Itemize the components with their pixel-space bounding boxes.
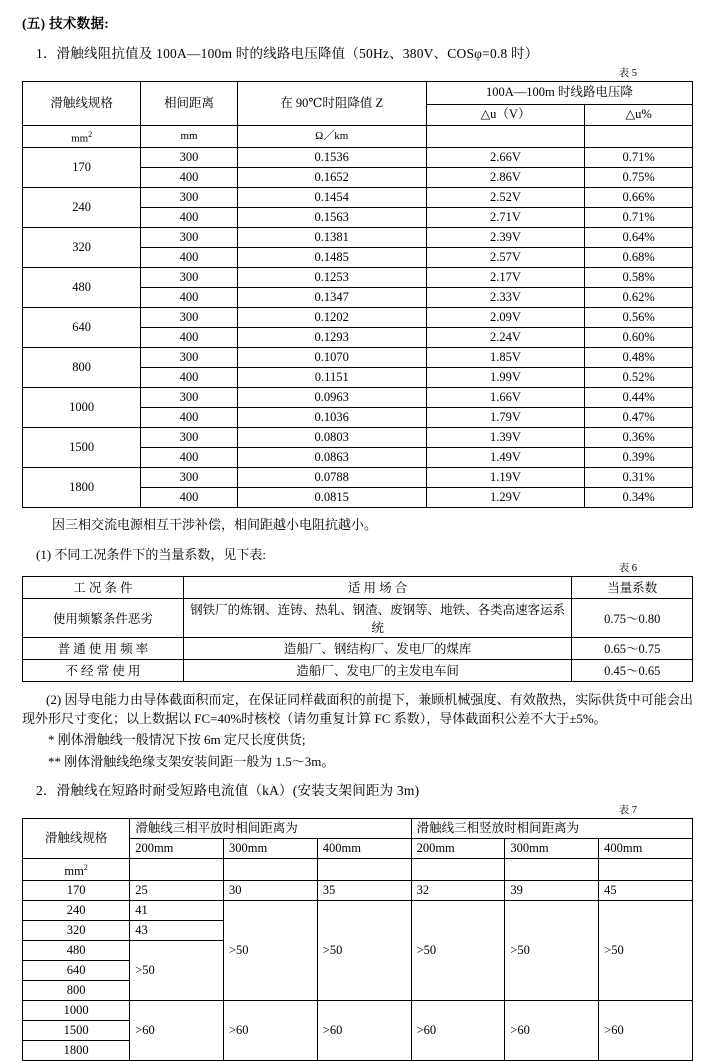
cell-condition: 不 经 常 使 用 (23, 659, 184, 681)
th-condition: 工 况 条 件 (23, 576, 184, 598)
th-blank-1 (426, 125, 584, 148)
cell-spec: 640 (23, 308, 141, 348)
cell-application: 造船厂、钢结构厂、发电厂的煤库 (183, 637, 572, 659)
th-vert-400: 400mm (599, 838, 693, 858)
cell-spec: 320 (23, 921, 130, 941)
table-row (23, 637, 693, 659)
cell-blank (411, 858, 505, 880)
table6-intro: (1) 不同工况条件下的当量系数，见下表: (36, 547, 267, 563)
cell-distance: 300 (141, 428, 237, 448)
cell-impedance: 0.0863 (237, 448, 426, 468)
cell-blank (599, 858, 693, 880)
cell-drop-v: 1.85V (426, 348, 584, 368)
table-row (23, 228, 693, 248)
note-star-2: ** 刚体滑触线绝缘支架安装间距一般为 1.5～3m。 (48, 753, 335, 769)
cell-blank (317, 858, 411, 880)
cell-drop-v: 1.79V (426, 408, 584, 428)
cell-drop-pct: 0.60% (585, 328, 693, 348)
cell-drop-v: 1.29V (426, 488, 584, 508)
cell-drop-v: 1.66V (426, 388, 584, 408)
table-row (23, 268, 693, 288)
cell-spec: 170 (23, 148, 141, 188)
cell-impedance: 0.1652 (237, 168, 426, 188)
th-spec-unit: $mm^2$ (23, 125, 141, 148)
table-row (23, 148, 693, 168)
cell-drop-v: 1.39V (426, 428, 584, 448)
table6-label: 表 6 (618, 563, 637, 575)
cell-drop-pct: 0.56% (585, 308, 693, 328)
cell-drop-v: 2.09V (426, 308, 584, 328)
cell-drop-v: 1.19V (426, 468, 584, 488)
table5-label: 表 5 (618, 68, 637, 79)
cell-spec: 480 (23, 941, 130, 961)
cell-drop-pct: 0.71% (585, 208, 693, 228)
th-spec-unit: $mm^2$ (23, 858, 130, 880)
cell-vert-200-merged: >50 (411, 901, 505, 1001)
cell-impedance: 0.1293 (237, 328, 426, 348)
cell-distance: 400 (141, 488, 237, 508)
cell-drop-pct: 0.36% (585, 428, 693, 448)
cell-condition: 普 通 使 用 频 率 (23, 637, 184, 659)
table-row (23, 598, 693, 637)
th-drop: 100A—100m 时线路电压降 (426, 81, 692, 104)
cell-spec: 1800 (23, 1041, 130, 1061)
cell-impedance: 0.1070 (237, 348, 426, 368)
cell-spec: 170 (23, 881, 130, 901)
th-impedance-unit: Ω／km (237, 125, 426, 148)
cell-flat-400-merged: >60 (317, 1001, 411, 1061)
cell-flat-200: 43 (130, 921, 224, 941)
cell-drop-pct: 0.75% (585, 168, 693, 188)
cell-drop-pct: 0.58% (585, 268, 693, 288)
th-application: 适 用 场 合 (183, 576, 572, 598)
cell-flat-300-merged: >50 (223, 901, 317, 1001)
th-drop-v: △u（V） (426, 104, 584, 125)
th-flat-300: 300mm (223, 838, 317, 858)
cell-distance: 300 (141, 388, 237, 408)
cell-spec: 1500 (23, 428, 141, 468)
th-vert: 滑触线三相竖放时相间距离为 (411, 818, 692, 838)
cell-blank (223, 858, 317, 880)
cell-drop-v: 2.17V (426, 268, 584, 288)
cell-drop-pct: 0.66% (585, 188, 693, 208)
cell-impedance: 0.1253 (237, 268, 426, 288)
cell-distance: 300 (141, 268, 237, 288)
th-drop-pct: △u% (585, 104, 693, 125)
cell-impedance: 0.1485 (237, 248, 426, 268)
cell-drop-v: 2.57V (426, 248, 584, 268)
cell-distance: 300 (141, 348, 237, 368)
cell-impedance: 0.0803 (237, 428, 426, 448)
th-vert-200: 200mm (411, 838, 505, 858)
cell-spec: 800 (23, 348, 141, 388)
th-spec: 滑触线规格 (23, 818, 130, 858)
cell-vert-200-merged: >60 (411, 1001, 505, 1061)
cell-drop-pct: 0.52% (585, 368, 693, 388)
cell-vert-300: 39 (505, 881, 599, 901)
table-row (23, 188, 693, 208)
table-row (23, 659, 693, 681)
cell-drop-pct: 0.34% (585, 488, 693, 508)
cell-distance: 400 (141, 328, 237, 348)
cell-condition: 使用频繁条件恶劣 (23, 598, 184, 637)
table-row (23, 1001, 693, 1021)
cell-spec: 1000 (23, 1001, 130, 1021)
cell-distance: 300 (141, 148, 237, 168)
cell-distance: 400 (141, 208, 237, 228)
cell-flat-400-merged: >50 (317, 901, 411, 1001)
cell-drop-pct: 0.48% (585, 348, 693, 368)
table7-label: 表 7 (618, 805, 637, 817)
cell-impedance: 0.1381 (237, 228, 426, 248)
cell-drop-pct: 0.47% (585, 408, 693, 428)
cell-flat-400: 35 (317, 881, 411, 901)
cell-flat-300-merged: >60 (223, 1001, 317, 1061)
cell-impedance: 0.1536 (237, 148, 426, 168)
note-star-1: * 刚体滑触线一般情况下按 6m 定尺长度供货; (48, 732, 306, 748)
cell-drop-v: 2.66V (426, 148, 584, 168)
cell-application: 钢铁厂的炼钢、连铸、热轧、钢渣、废钢等、地铁、各类高速客运系统 (183, 598, 572, 637)
cell-spec: 1500 (23, 1021, 130, 1041)
impedance-voltage-drop-table (22, 81, 693, 509)
cell-drop-pct: 0.68% (585, 248, 693, 268)
cell-impedance: 0.1151 (237, 368, 426, 388)
cell-drop-v: 2.71V (426, 208, 584, 228)
cell-spec: 800 (23, 981, 130, 1001)
table-row (23, 428, 693, 448)
cell-drop-v: 2.33V (426, 288, 584, 308)
cell-impedance: 0.1202 (237, 308, 426, 328)
cell-spec: 1800 (23, 468, 141, 508)
cell-impedance: 0.1454 (237, 188, 426, 208)
th-spec: 滑触线规格 (23, 81, 141, 125)
cell-drop-pct: 0.31% (585, 468, 693, 488)
cell-distance: 300 (141, 468, 237, 488)
cell-distance: 400 (141, 288, 237, 308)
th-coefficient: 当量系数 (572, 576, 693, 598)
cell-spec: 1000 (23, 388, 141, 428)
table5-note: 因三相交流电源相互干涉补偿，相间距越小电阻抗越小。 (52, 517, 378, 533)
th-distance: 相间距离 (141, 81, 237, 125)
cell-drop-v: 2.86V (426, 168, 584, 188)
table-row (23, 388, 693, 408)
cell-drop-v: 1.49V (426, 448, 584, 468)
cell-flat-200-merged: >50 (130, 941, 224, 1001)
table-row (23, 468, 693, 488)
cell-flat-200: 41 (130, 901, 224, 921)
cell-distance: 300 (141, 308, 237, 328)
cell-vert-400-merged: >60 (599, 1001, 693, 1061)
cell-impedance: 0.1036 (237, 408, 426, 428)
th-blank-2 (585, 125, 693, 148)
cell-blank (505, 858, 599, 880)
cell-drop-pct: 0.64% (585, 228, 693, 248)
cell-distance: 400 (141, 168, 237, 188)
cell-coefficient: 0.75～0.80 (572, 598, 693, 637)
th-vert-300: 300mm (505, 838, 599, 858)
short-circuit-current-table (22, 818, 693, 1061)
cell-impedance: 0.1563 (237, 208, 426, 228)
cell-flat-200-merged: >60 (130, 1001, 224, 1061)
cell-application: 造船厂、发电厂的主发电车间 (183, 659, 572, 681)
cell-vert-400-merged: >50 (599, 901, 693, 1001)
table-row (23, 901, 693, 921)
cell-vert-400: 45 (599, 881, 693, 901)
th-flat: 滑触线三相平放时相间距离为 (130, 818, 411, 838)
cell-drop-pct: 0.44% (585, 388, 693, 408)
table-row (23, 308, 693, 328)
cell-spec: 320 (23, 228, 141, 268)
item-2-heading: 2．滑触线在短路时耐受短路电流值（kA）(安装支架间距为 3m) (36, 783, 420, 799)
table-row (23, 348, 693, 368)
cell-drop-pct: 0.62% (585, 288, 693, 308)
cell-distance: 400 (141, 248, 237, 268)
cell-distance: 300 (141, 188, 237, 208)
item-1-heading: 1．滑触线阻抗值及 100A—100m 时的线路电压降值（50Hz、380V、COSφ=0.8 时） (36, 46, 539, 61)
cell-coefficient: 0.45～0.65 (572, 659, 693, 681)
cell-impedance: 0.0815 (237, 488, 426, 508)
cell-vert-300-merged: >50 (505, 901, 599, 1001)
cell-distance: 400 (141, 368, 237, 388)
cell-distance: 400 (141, 408, 237, 428)
th-distance-unit: mm (141, 125, 237, 148)
cell-drop-pct: 0.39% (585, 448, 693, 468)
cell-drop-v: 2.24V (426, 328, 584, 348)
paragraph-2: (2) 因导电能力由导体截面积而定，在保证同样截面积的前提下，兼顾机械强度、有效散热，实际供货中可能会出现外形尺寸变化；以上数据以 FC=40%时核校（请勿重复计算 FC 系数），导体截面积公差不大于±5%。 (22, 691, 693, 726)
cell-impedance: 0.0788 (237, 468, 426, 488)
cell-blank (130, 858, 224, 880)
cell-drop-v: 2.39V (426, 228, 584, 248)
cell-spec: 640 (23, 961, 130, 981)
cell-flat-300: 30 (223, 881, 317, 901)
cell-distance: 400 (141, 448, 237, 468)
equivalent-coefficient-table (22, 576, 693, 682)
cell-impedance: 0.0963 (237, 388, 426, 408)
th-impedance: 在 90℃时阻降值 Z (237, 81, 426, 125)
cell-impedance: 0.1347 (237, 288, 426, 308)
cell-drop-v: 2.52V (426, 188, 584, 208)
cell-coefficient: 0.65～0.75 (572, 637, 693, 659)
cell-vert-300-merged: >60 (505, 1001, 599, 1061)
cell-spec: 480 (23, 268, 141, 308)
th-flat-400: 400mm (317, 838, 411, 858)
cell-spec: 240 (23, 901, 130, 921)
section-title: (五) 技术数据: (22, 16, 110, 31)
cell-distance: 300 (141, 228, 237, 248)
cell-flat-200: 25 (130, 881, 224, 901)
cell-drop-pct: 0.71% (585, 148, 693, 168)
th-flat-200: 200mm (130, 838, 224, 858)
table-row (23, 881, 693, 901)
cell-vert-200: 32 (411, 881, 505, 901)
cell-spec: 240 (23, 188, 141, 228)
cell-drop-v: 1.99V (426, 368, 584, 388)
